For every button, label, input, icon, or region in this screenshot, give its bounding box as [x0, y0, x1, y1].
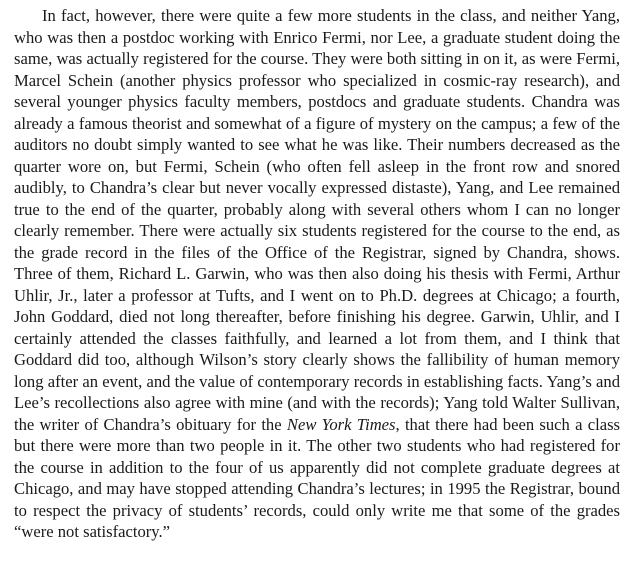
- paragraph-text-part-2: , that there had been such a class but there were more than two people in it. The other two students who had registered for the course in addition to the four of us apparently did not complete graduate degrees at Chicago, and may have stopped attending Chandra’s lectures; in 1995 the Registrar, bound to respect the privacy of students’ records, could only write me that some of the grades “were not satisfactory.”: [14, 414, 620, 541]
- body-paragraph: [14, 5, 620, 543]
- paragraph-text-part-1: In fact, however, there were quite a few more students in the class, and neither Yang, who was then a postdoc working with Enrico Fermi, nor Lee, a graduate student doing the same, was actually registered for the course. They were both sitting in on it, as were Fermi, Marcel Schein (another physics professor who specialized in cosmic-ray research), and several younger physics faculty members, postdocs and graduate students. Chandra was already a famous theorist and somewhat of a figure of mystery on the campus; a few of the auditors no doubt simply wanted to see what he was like. Their numbers decreased as the quarter wore on, but Fermi, Schein (who often fell asleep in the front row and snored audibly, to Chandra’s clear but never vocally expressed distaste), Yang, and Lee remained true to the end of the quarter, probably along with several others whom I can no longer clearly remember. There were actually six students registered for the course to the end, as the grade record in the files of the Office of the Registrar, signed by Chandra, shows. Three of them, Richard L. Garwin, who was then also doing his thesis with Fermi, Arthur Uhlir, Jr., later a professor at Tufts, and I went on to Ph.D. degrees at Chicago; a fourth, John Goddard, died not long thereafter, before finishing his degree. Garwin, Uhlir, and I certainly attended the classes faithfully, and learned a lot from them, and I think that Goddard did too, although Wilson’s story clearly shows the fallibility of human memory long after an event, and the value of contemporary records in establishing facts. Yang’s and Lee’s recollections also agree with mine (and with the records); Yang told Walter Sullivan, the writer of Chandra’s obituary for the: [14, 6, 620, 434]
- newspaper-title: New York Times: [286, 414, 396, 434]
